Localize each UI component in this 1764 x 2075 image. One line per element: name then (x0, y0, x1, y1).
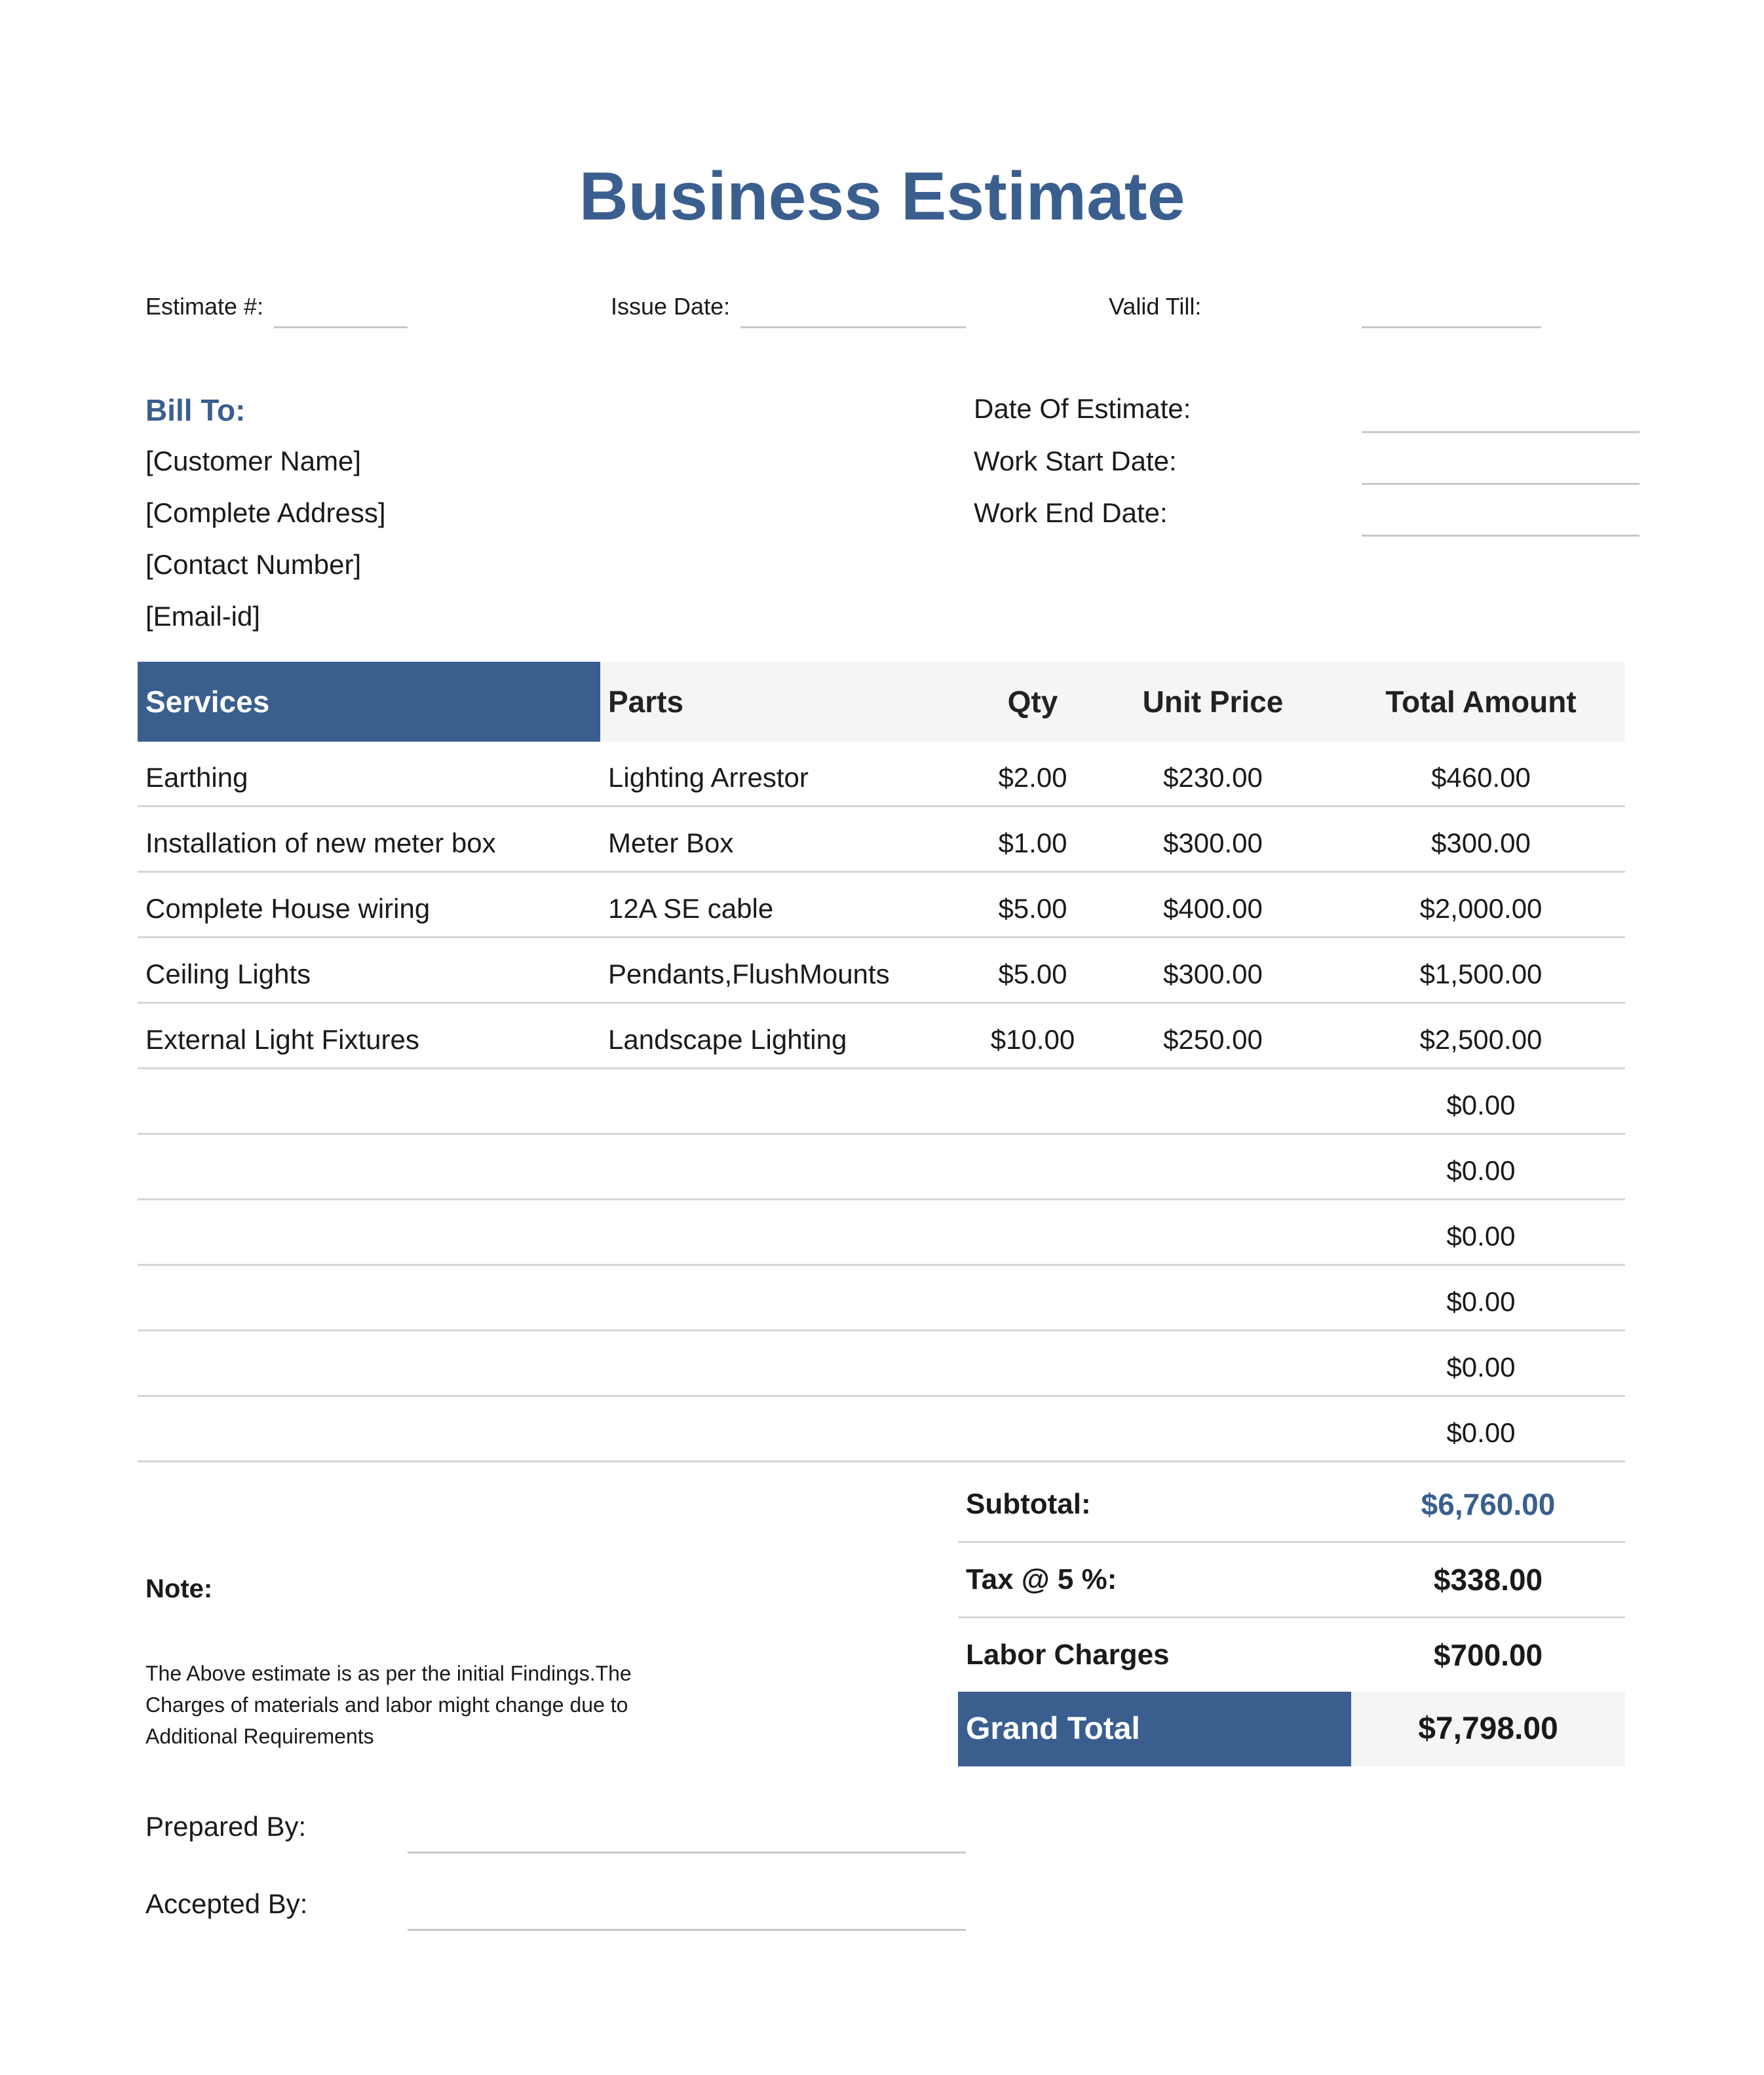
cell-services: External Light Fixtures (145, 1024, 419, 1055)
cell-services: Installation of new meter box (145, 828, 496, 858)
labor-label: Labor Charges (966, 1639, 1170, 1671)
subtotal-row (958, 1468, 1625, 1543)
note-text (145, 1658, 735, 1752)
cell-unit-price: $400.00 (1163, 893, 1263, 924)
cell-qty: $5.00 (998, 893, 1067, 924)
table-row (138, 938, 1625, 1004)
cell-unit-price (1111, 1397, 1314, 1460)
cell-qty: $10.00 (990, 1024, 1075, 1055)
estimate-number-field[interactable] (274, 326, 408, 328)
header-unit-price: Unit Price (1142, 685, 1284, 719)
cell-unit-price: $300.00 (1163, 959, 1263, 989)
cell-services: Ceiling Lights (145, 959, 311, 989)
customer-email: [Email-id] (145, 601, 261, 632)
page-title: Business Estimate (579, 159, 1185, 235)
cell-parts: Pendants,FlushMounts (608, 959, 890, 989)
note-label: Note: (145, 1574, 213, 1603)
cell-parts: Lighting Arrestor (608, 762, 809, 793)
labor-value: $700.00 (1433, 1638, 1543, 1672)
prepared-by-field[interactable] (408, 1852, 966, 1854)
cell-unit-price (1111, 1331, 1314, 1395)
cell-unit-price: $250.00 (1163, 1024, 1263, 1055)
cell-unit-price (1111, 1200, 1314, 1264)
header-total-amount: Total Amount (1385, 685, 1577, 719)
cell-qty: $2.00 (998, 762, 1067, 793)
items-table (138, 662, 1625, 1462)
cell-total: $0.00 (1446, 1221, 1516, 1251)
grand-total-row (958, 1692, 1625, 1766)
table-row (138, 1135, 1625, 1200)
labor-row (958, 1618, 1625, 1692)
cell-qty (954, 1135, 1111, 1198)
cell-qty (954, 1200, 1111, 1264)
cell-total: $0.00 (1446, 1352, 1516, 1382)
issue-date-label: Issue Date: (611, 293, 731, 320)
cell-unit-price: $300.00 (1163, 828, 1263, 858)
table-row (138, 873, 1625, 938)
date-of-estimate-label: Date Of Estimate: (974, 393, 1191, 424)
table-row (138, 1004, 1625, 1069)
bill-to-heading: Bill To: (145, 393, 246, 427)
grand-total-label: Grand Total (958, 1692, 1351, 1766)
table-row (138, 1397, 1625, 1462)
table-header (138, 662, 1625, 742)
date-of-estimate-field[interactable] (1362, 431, 1639, 433)
note-line: Additional Requirements (145, 1724, 374, 1748)
estimate-number-label: Estimate #: (145, 293, 264, 320)
cell-total: $0.00 (1446, 1155, 1516, 1186)
cell-qty: $5.00 (998, 959, 1067, 989)
table-row (138, 807, 1625, 873)
summary-block (958, 1468, 1625, 1766)
customer-name: [Customer Name] (145, 446, 362, 476)
valid-till-field[interactable] (1362, 326, 1541, 328)
cell-services: Complete House wiring (145, 893, 431, 924)
cell-unit-price (1111, 1266, 1314, 1329)
table-row (138, 1266, 1625, 1331)
header-parts: Parts (608, 685, 684, 719)
work-end-date-field[interactable] (1362, 535, 1639, 537)
cell-total: $0.00 (1446, 1417, 1516, 1448)
tax-value: $338.00 (1433, 1563, 1543, 1597)
table-row (138, 1331, 1625, 1397)
header-services: Services (138, 662, 600, 742)
cell-total: $2,000.00 (1419, 893, 1543, 924)
table-body (138, 742, 1625, 1462)
cell-qty (954, 1069, 1111, 1133)
accepted-by-field[interactable] (408, 1929, 966, 1931)
header-qty: Qty (1007, 685, 1058, 719)
table-row (138, 1069, 1625, 1135)
note-line: The Above estimate is as per the initial Findings.The (145, 1662, 632, 1685)
subtotal-value: $6,760.00 (1421, 1487, 1556, 1521)
cell-unit-price: $230.00 (1163, 762, 1263, 793)
tax-label: Tax @ 5 %: (966, 1563, 1117, 1595)
subtotal-label: Subtotal: (966, 1488, 1091, 1520)
cell-total: $0.00 (1446, 1286, 1516, 1317)
cell-parts: 12A SE cable (608, 893, 774, 924)
valid-till-label: Valid Till: (1109, 293, 1202, 320)
cell-total: $460.00 (1431, 762, 1531, 793)
note-line: Charges of materials and labor might change due to (145, 1693, 628, 1717)
cell-qty (954, 1266, 1111, 1329)
prepared-by-label: Prepared By: (145, 1811, 307, 1842)
cell-qty: $1.00 (998, 828, 1067, 858)
cell-total: $300.00 (1431, 828, 1531, 858)
work-start-date-field[interactable] (1362, 483, 1639, 485)
cell-total: $0.00 (1446, 1090, 1516, 1120)
cell-parts: Landscape Lighting (608, 1024, 847, 1055)
cell-qty (954, 1331, 1111, 1395)
cell-parts: Meter Box (608, 828, 734, 858)
table-row (138, 1200, 1625, 1266)
tax-row (958, 1543, 1625, 1618)
accepted-by-label: Accepted By: (145, 1888, 308, 1919)
customer-address: [Complete Address] (145, 497, 386, 528)
work-end-date-label: Work End Date: (974, 497, 1168, 528)
table-row (138, 742, 1625, 807)
cell-services: Earthing (145, 762, 248, 793)
work-start-date-label: Work Start Date: (974, 446, 1177, 476)
grand-total-value: $7,798.00 (1418, 1711, 1558, 1746)
customer-contact: [Contact Number] (145, 549, 362, 580)
cell-qty (954, 1397, 1111, 1460)
cell-total: $1,500.00 (1419, 959, 1543, 989)
cell-total: $2,500.00 (1419, 1024, 1543, 1055)
cell-unit-price (1111, 1135, 1314, 1198)
issue-date-field[interactable] (740, 326, 966, 328)
cell-unit-price (1111, 1069, 1314, 1133)
